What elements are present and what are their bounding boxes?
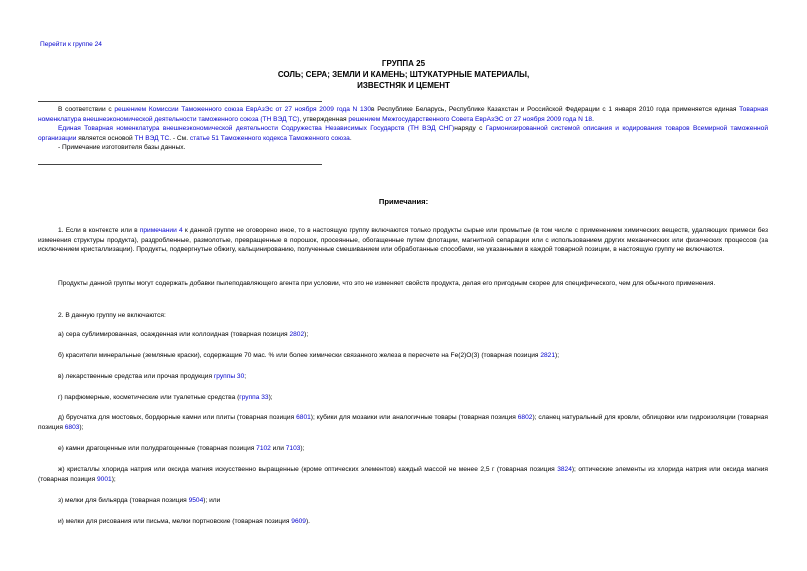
heading-2802-link[interactable]: 2802 bbox=[289, 331, 305, 338]
note-1: 1. Если в контексте или в примечании 4 к данной группе не оговорено иное, то в настоящую группу включаются только продукты сырые или промытые (в том числе с применением химических веществ, удаляющих примеси без изменения структуры продукта), раздробленные, размолотые, превращенные в порошок, просеянные, обогащенные путем флотации, магнитной сепарации или с использованием других механических или физических процессов (за исключением кристаллизации). Продукты, подвергнутые обжигу, кальцинированию, полученные смешиванием или обработанные способами, не указанными в каждой товарной позиции, в настоящую группу не включаются. bbox=[38, 227, 768, 254]
group-title-line2: ИЗВЕСТНЯК И ЦЕМЕНТ bbox=[357, 81, 450, 90]
group-title-line1: СОЛЬ; СЕРА; ЗЕМЛИ И КАМЕНЬ; ШТУКАТУРНЫЕ МАТЕРИАЛЫ, bbox=[277, 70, 530, 79]
note-2: 2. В данную группу не включаются: bbox=[58, 312, 166, 319]
tn-ved-ts-short-link[interactable]: ТН ВЭД ТС bbox=[134, 134, 170, 142]
prev-group-link[interactable]: Перейти к группе 24 bbox=[40, 41, 102, 48]
note-2-item-a: а) сера сублимированная, осажденная или коллоидная (товарная позиция 2802); bbox=[58, 331, 309, 338]
note-2-item-z: з) мелки для бильярда (товарная позиция 9504); или bbox=[58, 497, 221, 504]
heading-6801-link[interactable]: 6801 bbox=[296, 414, 311, 421]
note-2-item-e: е) камни драгоценные или полудрагоценные (товарная позиция 7102 или 7103); bbox=[58, 445, 305, 452]
harmonized-system-link[interactable]: Гармонизированной системой описания и кодирования товаров Всемирной таможенной организации bbox=[38, 125, 768, 142]
heading-9504-link[interactable]: 9504 bbox=[188, 497, 204, 504]
notes-heading: Примечания: bbox=[378, 197, 429, 206]
heading-6803-link[interactable]: 6803 bbox=[64, 423, 80, 431]
note-2-item-v: в) лекарственные средства или прочая продукция группы 30; bbox=[58, 373, 247, 380]
tn-ved-ts-link[interactable]: Товарная номенклатура внешнеэкономической деятельности таможенного союза (ТН ВЭД ТС) bbox=[38, 106, 768, 123]
footnote-block bbox=[38, 105, 768, 153]
note-2-item-zh: ж) кристаллы хлорида натрия или оксида магния искусственно выращенные (кроме оптических элементов) каждый массой не менее 2,5 г (товарная позиция 3824); оптические элементы из хлорида натрия или оксида магния (товарная позиция 9001); bbox=[38, 466, 768, 483]
note-2-item-d: д) брусчатка для мостовых, бордюрные камни или плиты (товарная позиция 6801); кубики для мозаики или аналогичные товары (товарная позиция 6802); сланец натуральный для кровли, облицовки или гидроизоляции (товарная позиция 6803); bbox=[38, 414, 768, 431]
note-2-item-i: и) мелки для рисования или письма, мелки портновские (товарная позиция 9609). bbox=[58, 518, 310, 525]
decision-commission-link[interactable]: решением Комиссии Таможенного союза ЕврАзЭс от 27 ноября 2009 года N 130 bbox=[114, 106, 371, 113]
heading-6802-link[interactable]: 6802 bbox=[517, 414, 533, 421]
note-2-item-b: б) красители минеральные (земляные краски), содержащие 70 мас. % или более химически связанного железа в пересчете на Fe(2)O(3) (товарная позиция 2821); bbox=[58, 352, 560, 359]
footnote-divider-bottom bbox=[38, 164, 322, 165]
heading-7103-link[interactable]: 7103 bbox=[285, 445, 301, 452]
heading-7102-link[interactable]: 7102 bbox=[256, 445, 271, 452]
group-33-link[interactable]: группа 33 bbox=[239, 394, 269, 401]
heading-9609-link[interactable]: 9609 bbox=[291, 518, 306, 525]
heading-9001-link[interactable]: 9001 bbox=[97, 475, 112, 483]
footnote-paragraph-1: В соответствии с решением Комиссии Таможенного союза ЕврАзЭс от 27 ноября 2009 года N 130в Республике Беларусь, Республике Казахстан и Российской Федерации с 1 января 2010 года применяется единая Товарная номенклатура внешнеэкономической деятельности таможенного союза (ТН ВЭД ТС), утвержденная решением Межгосударственного Совета ЕврАзЭС от 27 ноября 2009 года N 18. bbox=[38, 106, 768, 123]
note-1-extra: Продукты данной группы могут содержать добавки пылеподавляющего агента при условии, что это не изменяет свойств продукта, делая его пригодным скорее для специфического, чем для обычного применения. bbox=[58, 280, 716, 287]
heading-3824-link[interactable]: 3824 bbox=[557, 466, 572, 473]
decision-council-link[interactable]: решением Межгосударственного Совета ЕврАзЭС от 27 ноября 2009 года N 18 bbox=[348, 115, 593, 123]
group-30-link[interactable]: группы 30 bbox=[213, 373, 245, 380]
tn-ved-sng-link[interactable]: Единая Товарная номенклатура внешнеэкономической деятельности Содружества Независимых Государств (ТН ВЭД СНГ) bbox=[58, 125, 455, 133]
footnote-paragraph-3: - Примечание изготовителя базы данных. bbox=[58, 144, 186, 152]
footnote-paragraph-2: Единая Товарная номенклатура внешнеэкономической деятельности Содружества Независимых Государств (ТН ВЭД СНГ)наряду с Гармонизированной системой описания и кодирования товаров Всемирной таможенной организации является основой ТН ВЭД ТС. - См. статье 51 Таможенного кодекса Таможенного союза. bbox=[38, 125, 768, 142]
group-number: ГРУППА 25 bbox=[381, 59, 426, 68]
note-2-item-g: г) парфюмерные, косметические или туалетные средства (группа 33); bbox=[58, 394, 273, 401]
heading-2821-link[interactable]: 2821 bbox=[540, 352, 556, 359]
customs-code-article-link[interactable]: статье 51 Таможенного кодекса Таможенного союза bbox=[189, 134, 350, 142]
note-4-link[interactable]: примечании 4 bbox=[139, 227, 183, 234]
footnote-divider-top bbox=[38, 101, 322, 102]
